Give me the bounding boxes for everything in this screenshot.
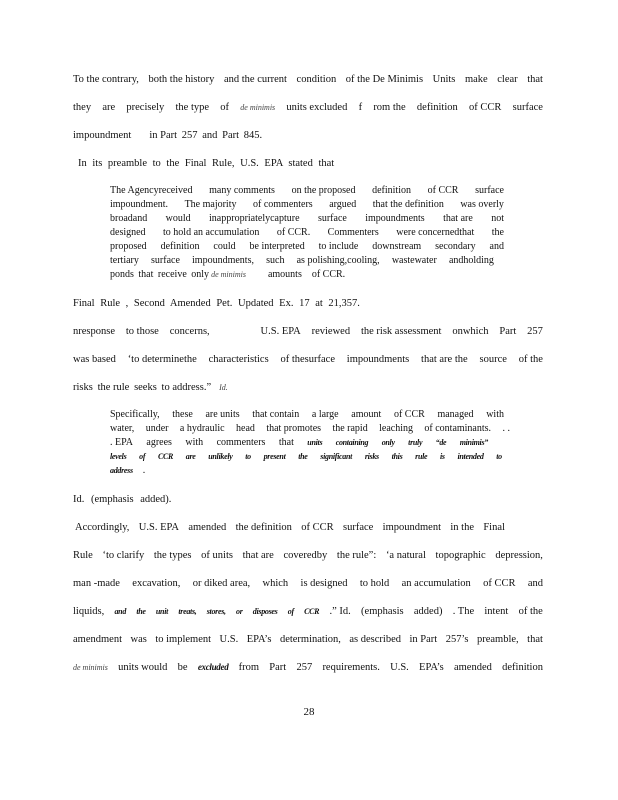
text-run: are [102, 102, 116, 113]
text-run: to hold an accumulation [163, 227, 260, 238]
text-run: definition [502, 662, 543, 673]
text-run: in the [450, 522, 474, 533]
text-run: ponds [110, 269, 134, 280]
emphasis-run: of [139, 452, 146, 461]
emphasis-run: CCR [157, 452, 174, 461]
text-run: that are [242, 550, 274, 561]
text-run: The Agencyreceived [110, 185, 193, 196]
citation2-line [73, 493, 543, 506]
text-run: Units [432, 74, 456, 85]
quote1-line-6 [110, 255, 494, 267]
quote1-line-2 [110, 199, 504, 211]
text-run: water, [110, 423, 135, 434]
emphasis-run: stores, [206, 607, 226, 616]
text-run: secondary [435, 241, 476, 252]
emphasis-run: risks [364, 452, 379, 461]
text-run: of the [518, 354, 543, 365]
text-run: and [489, 241, 504, 252]
text-run: wastewater [391, 255, 437, 266]
text-run: an accumulation [401, 578, 471, 589]
emphasis-run: levels [110, 452, 127, 461]
text-run: surface [151, 255, 180, 266]
text-run: in Part [149, 130, 178, 141]
para1-line-2 [73, 101, 543, 114]
text-run: U.S. EPA [138, 522, 179, 533]
text-run: . The [452, 606, 475, 617]
text-run: a large [311, 409, 339, 420]
text-run: or diked area, [192, 578, 251, 589]
text-run: surface [475, 185, 504, 196]
text-run: ‘a natural [385, 550, 426, 561]
text-run: of CCR. [276, 227, 311, 238]
intro-line [78, 157, 548, 170]
text-run: U.S. [390, 662, 409, 673]
text-run: andholding [448, 255, 494, 266]
text-run: of CCR. [311, 269, 346, 280]
text-run: of CCR [301, 522, 334, 533]
text-run: 257 [527, 326, 543, 337]
quote1-line-3 [110, 213, 504, 225]
text-run: definition [160, 241, 200, 252]
page-number: 28 [303, 706, 315, 718]
text-run: were concernedthat [396, 227, 475, 238]
text-run: they [73, 102, 92, 113]
quote2-line-1 [110, 409, 504, 421]
emphasis-run: unit [155, 607, 169, 616]
para3-line-4 [73, 605, 543, 618]
text-run: that [527, 634, 543, 645]
text-run: nresponse [73, 326, 115, 337]
text-run: that promotes [266, 423, 322, 434]
emphasis-run: this [391, 452, 403, 461]
text-run: managed [437, 409, 474, 420]
intro-text: In its preamble to the Final Rule, U.S. EPA stated that [78, 158, 335, 169]
emphasis-run: are [185, 452, 196, 461]
text-run: surface [512, 102, 543, 113]
text-run: amounts [267, 269, 302, 280]
text-run: inappropriatelycapture [209, 213, 300, 224]
text-run: be [177, 662, 188, 673]
emphasis-run: of [287, 607, 294, 616]
text-run: 845. [243, 130, 263, 141]
text-run: tertiary [110, 255, 139, 266]
text-run: U.S. [219, 634, 239, 645]
emphasis-run: treats, [178, 607, 197, 616]
text-run: that contain [252, 409, 300, 420]
emphasis-run: rule [415, 452, 428, 461]
text-run: rom the [373, 102, 406, 113]
text-run: Part [269, 662, 287, 673]
text-run: impoundments [365, 213, 425, 224]
text-run: condition [296, 74, 337, 85]
text-run: The majority [184, 199, 237, 210]
text-run: from [238, 662, 260, 673]
emphasis-run: truly [408, 438, 423, 447]
text-run: that are [443, 213, 473, 224]
latin-term: de minimis [240, 103, 276, 112]
text-run: determination, [279, 634, 341, 645]
para1-line-3 [73, 129, 543, 142]
text-run: is designed [300, 578, 348, 589]
text-run: impoundment [382, 522, 441, 533]
text-run: EPA’s [246, 634, 272, 645]
text-run: impoundments, [192, 255, 254, 266]
text-run: to include [318, 241, 359, 252]
text-run: the rapid [332, 423, 368, 434]
text-run: Commenters [327, 227, 379, 238]
text-run: amount [351, 409, 382, 420]
text-run: downstream [372, 241, 422, 252]
text-run: agrees [146, 437, 172, 448]
text-run: definition [416, 102, 458, 113]
text-run: . [142, 465, 146, 476]
text-run: Specifically, [110, 409, 160, 420]
text-run: preamble, [476, 634, 519, 645]
text-run: man -made [73, 578, 120, 589]
text-run: make [464, 74, 488, 85]
text-run: f [358, 102, 363, 113]
text-run: designed [110, 227, 146, 238]
quote1-line-1 [110, 185, 504, 197]
text-run: be interpreted [249, 241, 305, 252]
text-run: the types [153, 550, 192, 561]
emphasis-run: to [245, 452, 251, 461]
text-run: many comments [209, 185, 275, 196]
text-run: these [172, 409, 193, 420]
text-run: impoundments [346, 354, 410, 365]
text-run: EPA’s [419, 662, 444, 673]
text-run: argued [329, 199, 357, 210]
text-run: of commenters [253, 199, 313, 210]
para2-line-3 [73, 381, 543, 394]
emphasis-run: and [114, 607, 127, 616]
text-run: Rule [73, 550, 93, 561]
text-run: that [527, 74, 543, 85]
text-run: a hydraulic [179, 423, 225, 434]
text-run: leaching [379, 423, 413, 434]
emphasis-run: CCR [304, 607, 320, 616]
text-run: 257 [181, 130, 198, 141]
text-run: was overly [460, 199, 504, 210]
text-run: (emphasis [361, 606, 404, 617]
text-run: concerns, [169, 326, 210, 337]
quote2-line-5 [110, 465, 504, 477]
text-run: topographic [435, 550, 486, 561]
quote1-line-7 [110, 269, 504, 281]
text-run: source [479, 354, 507, 365]
emphasis-run: unlikely [208, 452, 233, 461]
text-run: head [236, 423, 255, 434]
emphasis-run: units [307, 438, 323, 447]
text-run: To the contrary, [73, 74, 139, 85]
text-run: to hold [359, 578, 390, 589]
text-run: . EPA [110, 437, 133, 448]
text-run: characteristics [208, 354, 269, 365]
text-run: surface [317, 213, 347, 224]
text-run: of [220, 102, 230, 113]
emphasis-run: intended [457, 452, 484, 461]
text-run: reviewed [311, 326, 351, 337]
text-run: 257’s [445, 634, 469, 645]
emphasis-run: the [136, 607, 146, 616]
text-run: . . [502, 423, 510, 434]
text-run: under [145, 423, 169, 434]
text-run: amended [453, 662, 492, 673]
text-run: with [486, 409, 504, 420]
text-run: receive [157, 269, 187, 280]
text-run: liquids, [73, 606, 105, 617]
para2-line-1 [73, 325, 543, 338]
text-run: requirements. [322, 662, 380, 673]
para3-line-6 [73, 661, 543, 674]
text-run: to those [125, 326, 159, 337]
text-run: surface [342, 522, 374, 533]
emphasis-run: address [110, 466, 133, 475]
text-run: impoundment [73, 130, 132, 141]
text-run: only [191, 269, 210, 280]
text-run: was based [73, 354, 116, 365]
emphasis-run: disposes [252, 607, 278, 616]
text-run: definition [372, 185, 411, 196]
text-run: to address.” [161, 382, 212, 393]
text-run: intent [484, 606, 509, 617]
id-citation: Id. [219, 383, 228, 392]
text-run: units would [118, 662, 168, 673]
text-run: with [185, 437, 204, 448]
quote1-line-4 [110, 227, 504, 239]
citation-text: Final Rule , Second Amended Pet. Updated Ex. 17 at 21,357. [73, 298, 360, 309]
text-run: excavation, [132, 578, 181, 589]
text-run: broadand [110, 213, 148, 224]
text-run: of the De Minimis [345, 74, 424, 85]
text-run: U.S. EPA [260, 326, 301, 337]
text-run: of CCR [393, 409, 425, 420]
quote1-line-5 [110, 241, 504, 253]
text-run: the rule [97, 382, 130, 393]
para3-line-5 [73, 633, 543, 646]
text-run: as polishing,cooling, [296, 255, 380, 266]
citation1-line [73, 297, 543, 310]
text-run: that [138, 269, 154, 280]
text-run: Part [222, 130, 240, 141]
text-run: Accordingly, [75, 522, 130, 533]
text-run: and [527, 578, 543, 589]
text-run: risks [73, 382, 93, 393]
text-run: the risk assessment [360, 326, 442, 337]
text-run: that the definition [372, 199, 444, 210]
text-run: ‘to clarify [102, 550, 145, 561]
quote2-line-3 [110, 437, 488, 449]
text-run: commenters [216, 437, 266, 448]
emphasis-run: excluded [197, 662, 229, 672]
text-run: of the [518, 606, 543, 617]
text-run: of units [201, 550, 233, 561]
text-run: of CCR [483, 578, 516, 589]
text-run: impoundment. [110, 199, 169, 210]
text-run: units excluded [286, 102, 348, 113]
text-run: coveredby [283, 550, 328, 561]
emphasis-run: “de [435, 438, 447, 447]
text-run: not [491, 213, 504, 224]
text-run: the rule”: [336, 550, 377, 561]
text-run: of thesurface [280, 354, 335, 365]
text-run: which [262, 578, 289, 589]
text-run: clear [497, 74, 518, 85]
text-run: seeks [134, 382, 157, 393]
emphasis-run: only [381, 438, 395, 447]
text-run: amended [188, 522, 227, 533]
emphasis-run: or [236, 607, 243, 616]
text-run: of CCR [427, 185, 459, 196]
emphasis-run: minimis” [459, 438, 488, 447]
emphasis-run: the [298, 452, 308, 461]
para3-line-3 [73, 577, 543, 590]
text-run: onwhich [452, 326, 489, 337]
para1-line-1 [73, 73, 543, 86]
text-run: and [202, 130, 218, 141]
text-run: amendment [73, 634, 122, 645]
text-run: and the current [223, 74, 287, 85]
text-run: precisely [126, 102, 165, 113]
text-run: depression, [495, 550, 543, 561]
text-run: Final [483, 522, 505, 533]
text-run: Part [499, 326, 517, 337]
emphasis-run: present [263, 452, 286, 461]
text-run: was [130, 634, 147, 645]
para3-line-2 [73, 549, 543, 562]
text-run: the [491, 227, 504, 238]
text-run: both the history [148, 74, 215, 85]
text-run: the type [175, 102, 210, 113]
text-run: of contaminants. [424, 423, 492, 434]
quote2-line-2 [110, 423, 510, 435]
quote2-line-4 [110, 451, 502, 463]
text-run: that [278, 437, 294, 448]
latin-term: de minimis [73, 663, 108, 672]
text-run: added) [413, 606, 443, 617]
text-run: of CCR [468, 102, 502, 113]
emphasis-run: significant [320, 452, 353, 461]
text-run: such [266, 255, 285, 266]
text-run: as described [349, 634, 401, 645]
text-run: proposed [110, 241, 147, 252]
text-run: would [165, 213, 191, 224]
text-run: could [213, 241, 236, 252]
text-run: to implement [155, 634, 212, 645]
para2-line-2 [73, 353, 543, 366]
text-run: ‘to determinethe [127, 354, 197, 365]
emphasis-run: is [440, 452, 445, 461]
emphasis-run: containing [335, 438, 369, 447]
text-run: are units [205, 409, 240, 420]
text-run: .” Id. [329, 606, 351, 617]
text-run: that are the [421, 354, 468, 365]
text-run: on the proposed [291, 185, 356, 196]
emphasis-run: to [496, 452, 502, 461]
text-run: the definition [235, 522, 292, 533]
text-run: 257 [296, 662, 313, 673]
text-run: in Part [409, 634, 438, 645]
para3-line-1 [75, 521, 505, 534]
citation-text: Id. (emphasis added). [73, 494, 172, 505]
latin-term: de minimis [211, 270, 246, 279]
